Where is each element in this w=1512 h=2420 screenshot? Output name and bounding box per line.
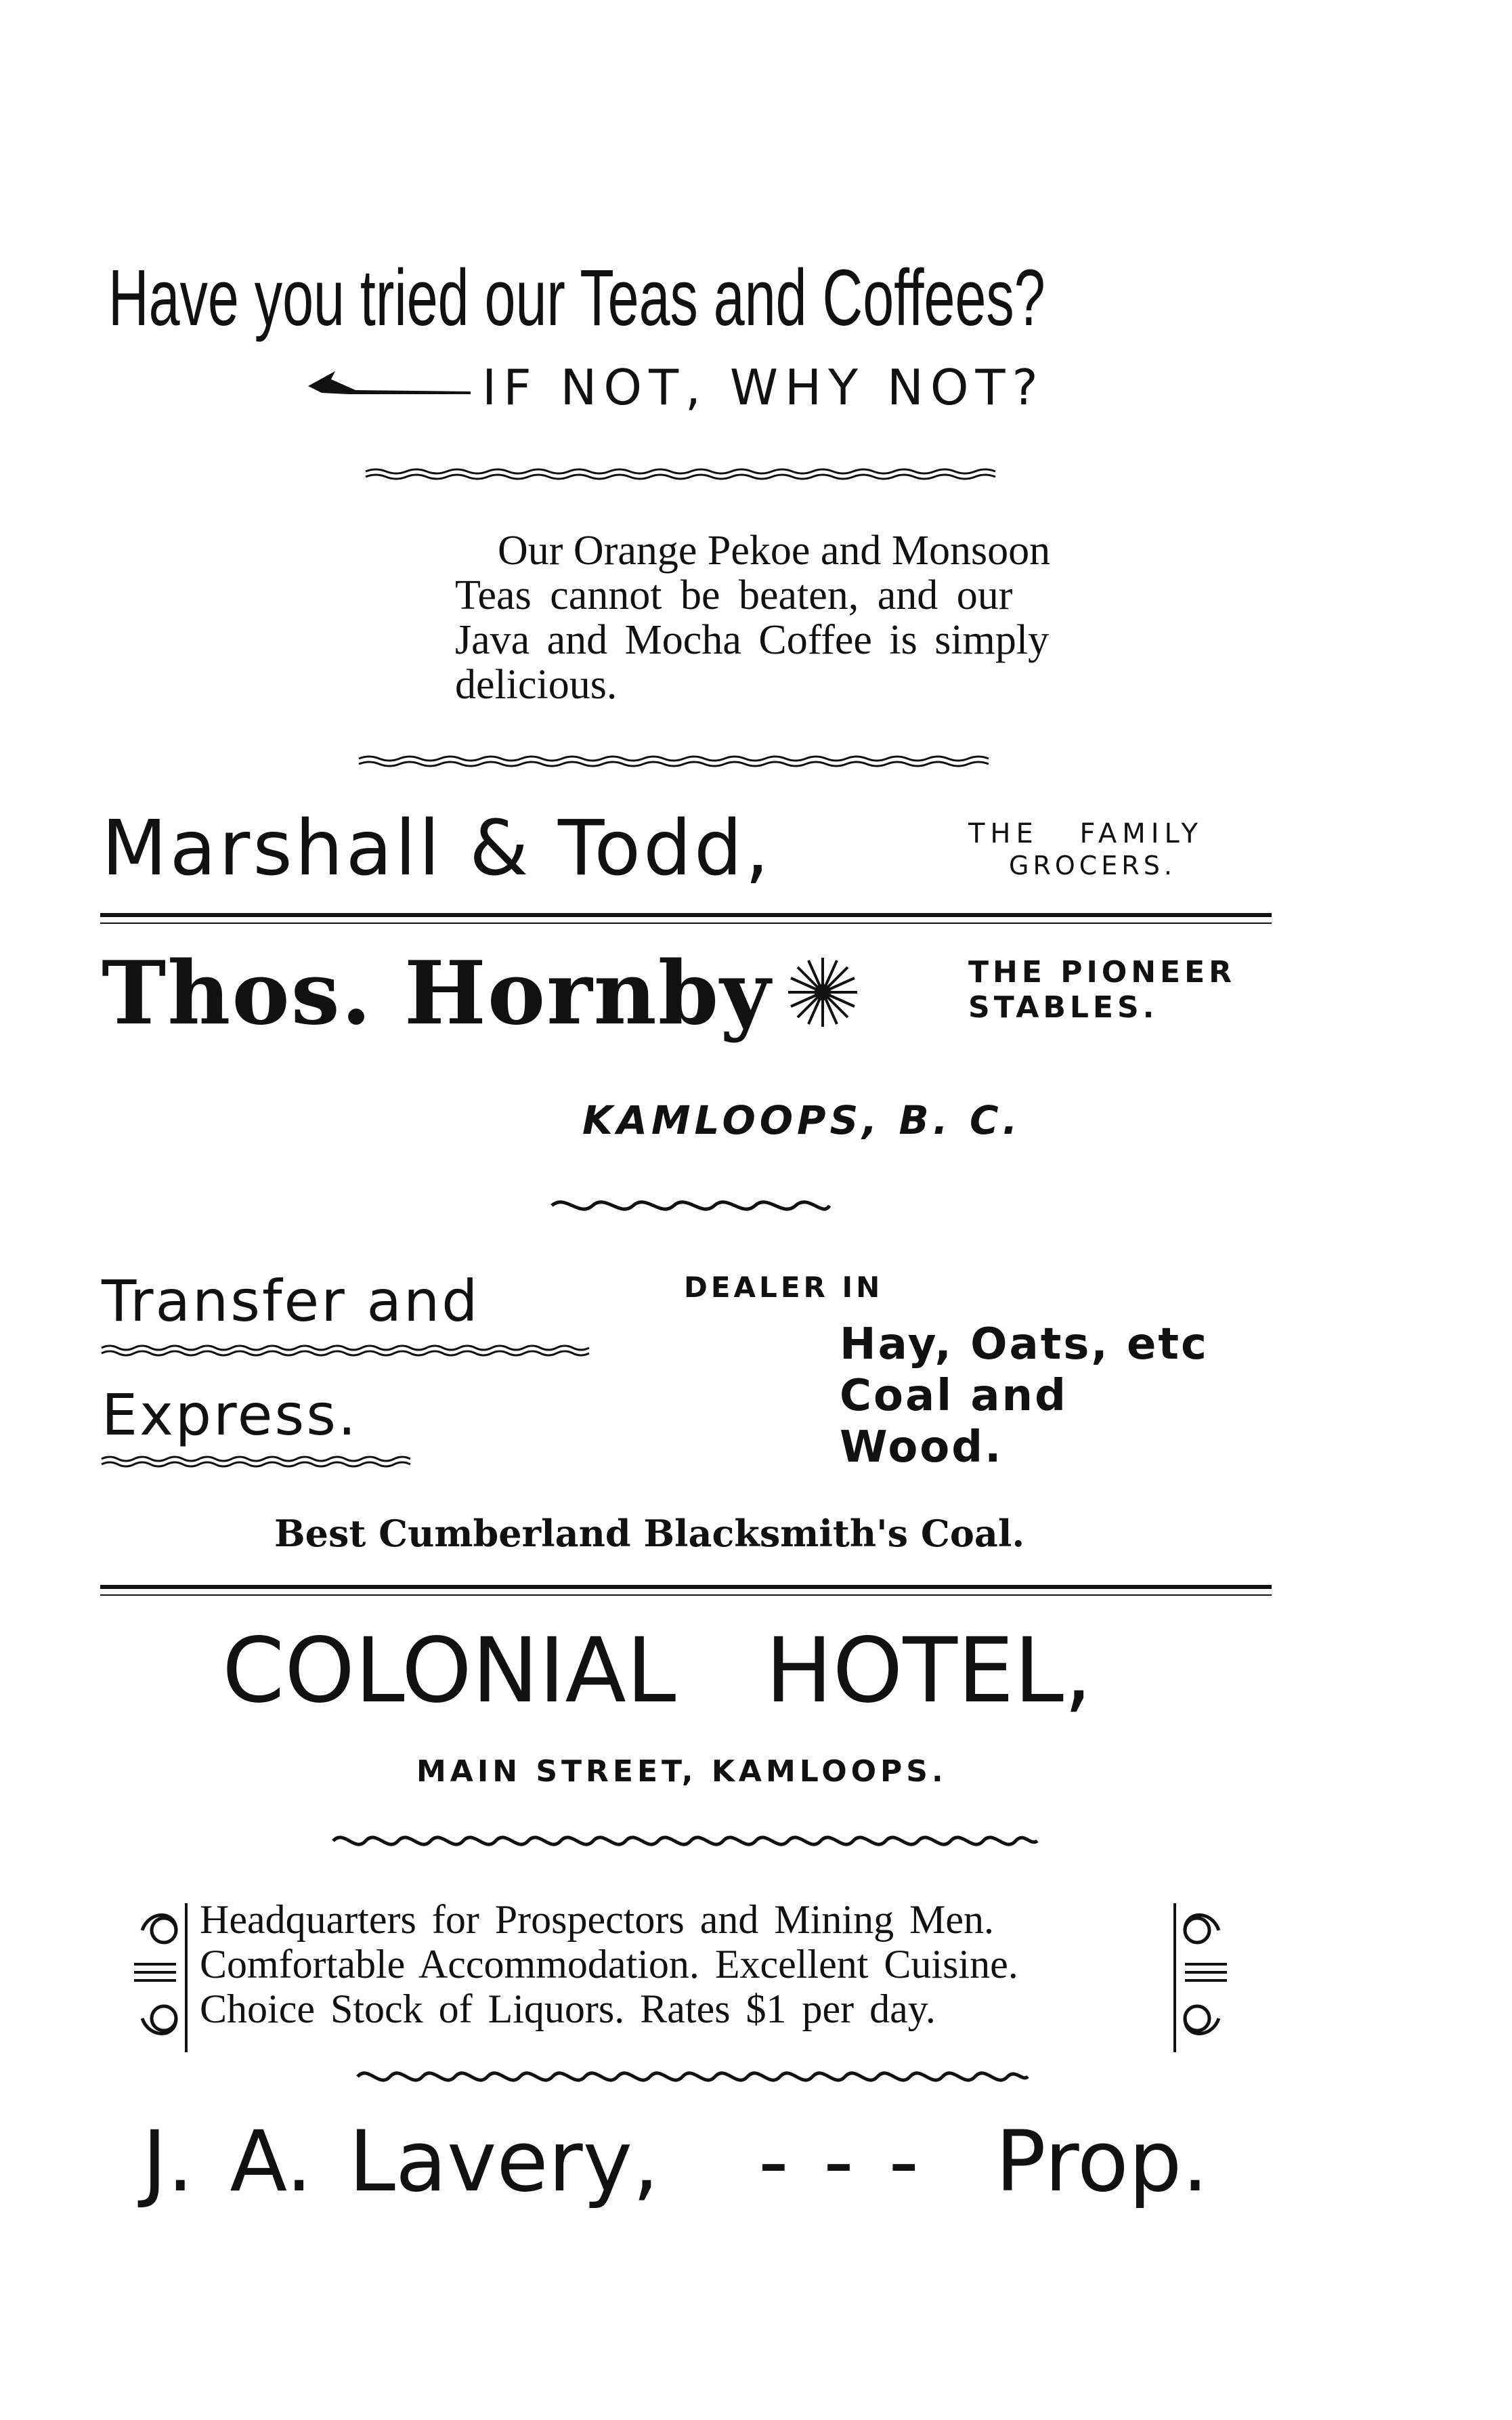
dealer-label: DEALER IN: [684, 1271, 884, 1304]
tea-headline: Have you tried our Teas and Coffees?: [108, 253, 1045, 343]
dealer-goods-1: Hay, Oats, etc: [840, 1319, 1209, 1370]
hotel-prop-label: Prop.: [995, 2113, 1209, 2211]
dealer-goods-2: Coal and: [840, 1371, 1068, 1421]
section-divider: [100, 1594, 1272, 1596]
hotel-line-3: Choice Stock of Liquors. Rates $1 per day.: [200, 1987, 936, 2031]
right-scroll-bracket: [1171, 1896, 1259, 2059]
tea-body-line-1: Our Orange Pekoe and Monsoon: [498, 528, 1051, 574]
tea-body-line-3: Java and Mocha Coffee is simply: [455, 617, 1050, 663]
hornby-name: Thos. Hornby: [102, 943, 772, 1044]
section-divider: [100, 1585, 1272, 1589]
scroll-ornament: [552, 1193, 829, 1218]
wavy-rule-ornament: [359, 755, 995, 772]
tea-body-line-2: Teas cannot be beaten, and our: [455, 572, 1013, 618]
section-divider: [100, 922, 1272, 924]
dealer-goods-3: Wood.: [840, 1422, 1003, 1472]
pointing-wedge-icon: [308, 371, 477, 412]
hornby-tagline-2: STABLES.: [968, 990, 1159, 1025]
hornby-service-1: Transfer and: [102, 1268, 480, 1334]
wavy-rule-ornament: [102, 1455, 413, 1470]
coal-line: Best Cumberland Blacksmith's Coal.: [274, 1512, 1025, 1555]
grocer-firm-name: Marshall & Todd,: [102, 805, 772, 893]
hotel-name: COLONIAL HOTEL,: [222, 1619, 1092, 1723]
grocer-tagline-2: GROCERS.: [1009, 851, 1176, 880]
hornby-tagline-1: THE PIONEER: [968, 955, 1236, 990]
hotel-line-2: Comfortable Accommodation. Excellent Cuisine.: [200, 1942, 1018, 1987]
section-divider: [100, 913, 1272, 917]
hotel-proprietor: J. A. Lavery,: [142, 2113, 660, 2211]
scroll-ornament: [333, 1829, 1037, 1853]
hotel-dashes: - - -: [758, 2113, 920, 2211]
left-scroll-bracket: [102, 1896, 190, 2059]
tea-subhead: IF NOT, WHY NOT?: [482, 359, 1045, 416]
tea-body-line-4: delicious.: [455, 662, 618, 708]
hornby-location: KAMLOOPS, B. C.: [582, 1097, 1022, 1143]
scroll-ornament: [358, 2064, 1028, 2089]
hotel-line-1: Headquarters for Prospectors and Mining Men.: [200, 1897, 995, 1942]
wavy-rule-ornament: [102, 1344, 589, 1359]
hornby-service-2: Express.: [102, 1382, 358, 1448]
wavy-rule-ornament: [366, 467, 1002, 485]
grocer-tagline-1: THE FAMILY: [968, 818, 1203, 849]
hotel-address: MAIN STREET, KAMLOOPS.: [416, 1754, 947, 1789]
starburst-ornament-icon: [785, 955, 860, 1029]
